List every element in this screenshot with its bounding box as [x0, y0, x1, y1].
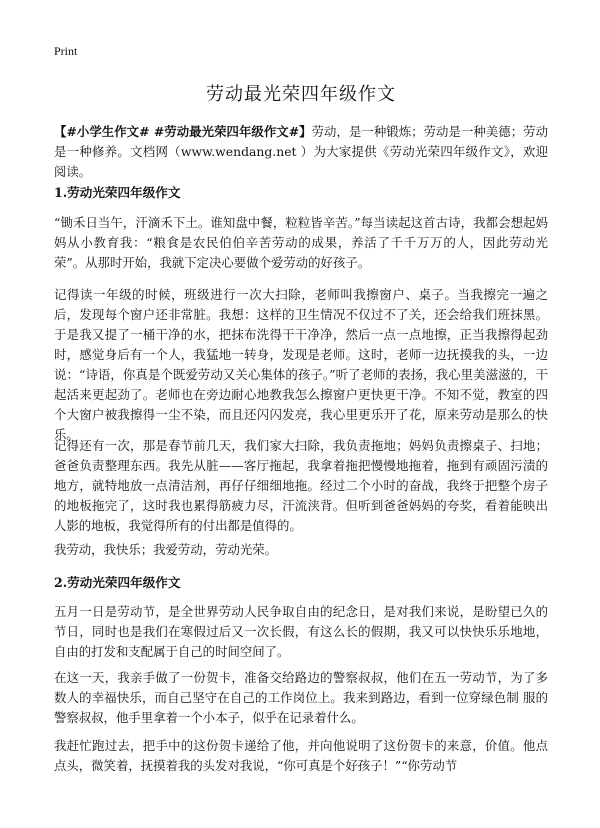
- section-2-paragraph-2: 在这一天，我亲手做了一份贺卡，准备交给路边的警察叔叔，他们在五一劳动节，为了多数人的幸福快乐，而自己坚守在自己的工作岗位上。我来到路边，看到一位穿绿色制 服的警察叔叔，他手里拿着一个小本子，似乎在记录着什么。: [54, 670, 548, 725]
- section-2-paragraph-1: 五月一日是劳动节，是全世界劳动人民争取自由的纪念日，是对我们来说，是盼望已久的节日，同时也是我们在寒假过后又一次长假，有这么长的假期，我又可以快快乐乐地地，自由的打发和支配属于自己的时间空间了。: [54, 604, 548, 659]
- intro-tag: 【#小学生作文# #劳动最光荣四年级作文#】: [54, 124, 312, 139]
- section-1-paragraph-1: “锄禾日当午，汗滴禾下土。谁知盘中餐，粒粒皆辛苦。”每当读起这首古诗，我都会想起妈妈从小教育我：“粮食是农民伯伯辛苦劳动的成果，养活了千千万万的人，因此劳动光荣”。从那时开始，我就下定决心要做个爱劳动的好孩子。: [54, 215, 548, 270]
- section-1-paragraph-2: 记得读一年级的时候，班级进行一次大扫除，老师叫我擦窗户、桌子。当我擦完一遍之后，发现每个窗户还非常脏。我想：这样的卫生情况不仅过不了关，还会给我们班抹黑。于是我又提了一桶干净的水，把抹布洗得干干净净，然后一点一点地擦，正当我擦得起劲时，感觉身后有一个人，我猛地一转身，发现是老师。这时，老师一边抚摸我的头，一边说：“诗语，你真是个既爱劳动又关心集体的孩子。”听了老师的表扬，我心里美滋滋的，干起活来更起劲了。老师也在旁边耐心地教我怎么擦窗户更快更干净。不知不觉，教室的四个大窗户被我擦得一尘不染，而且还闪闪发亮，我心里更乐开了花，原来劳动是那么的快乐。: [54, 287, 548, 442]
- print-link[interactable]: Print: [54, 44, 78, 58]
- section-1-paragraph-3: 记得还有一次，那是春节前几天，我们家大扫除，我负责拖地；妈妈负责擦桌子、扫地；爸爸负责整理东西。我先从脏——客厅拖起，我拿着拖把慢慢地拖着，拖到有顽固污渍的地方，就特地放一点清洁剂，再仔仔细细地拖。经过二个小时的奋战，我终于把整个房子的地板拖完了，这时我也累得筋疲力尽，汗流浃背。但听到爸爸妈妈的夸奖，看着能映出人影的地板，我觉得所有的付出都是值得的。: [54, 438, 548, 533]
- intro-paragraph: [54, 122, 548, 182]
- section-2-heading: 2.劳动光荣四年级作文: [54, 575, 181, 590]
- intro-text: 劳动，是一种锻炼；劳动是一种美德；劳动是一种修养。文档网（www.wendang.net ）为大家提供《劳动光荣四年级作文》，欢迎阅读。: [54, 124, 548, 179]
- section-1-heading: 1.劳动光荣四年级作文: [54, 185, 181, 200]
- section-1-paragraph-4: 我劳动，我快乐；我爱劳动，劳动光荣。: [54, 542, 278, 557]
- section-2-paragraph-3: 我赶忙跑过去，把手中的这份贺卡递给了他，并向他说明了这份贺卡的来意，价值。他点点头，微笑着，抚摸着我的头发对我说，“你可真是个好孩子！”“你劳动节: [54, 738, 548, 773]
- page-title: 劳动最光荣四年级作文: [206, 84, 396, 105]
